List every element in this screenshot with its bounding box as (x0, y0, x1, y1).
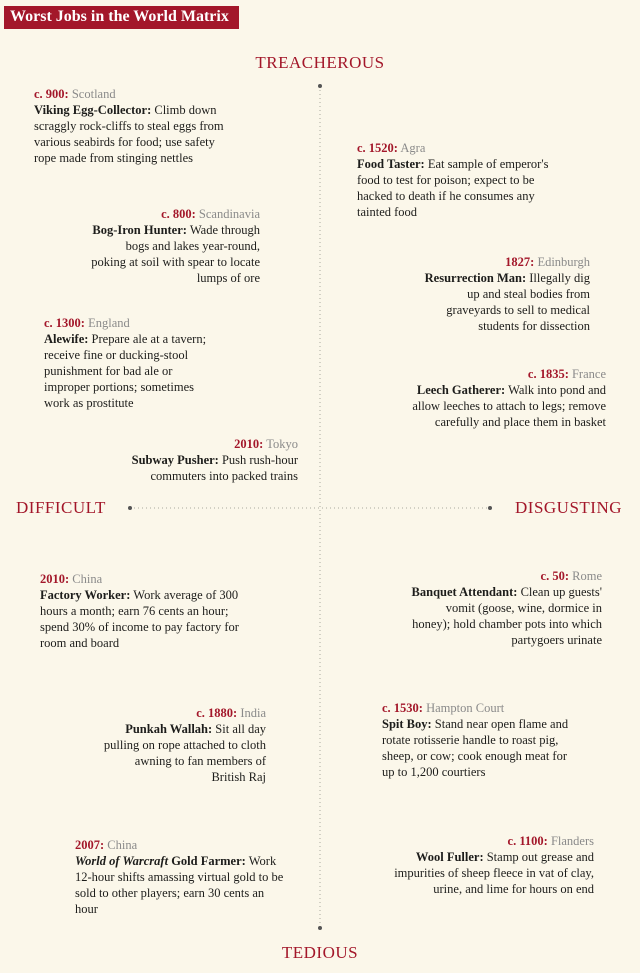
axis-label-disgusting: DISGUSTING (515, 498, 622, 517)
entry-resurrection-man: 1827: Edinburgh Resurrection Man: Illegally dig up and steal bodies from graveyards to sell to medical students for dissection (424, 255, 590, 333)
page-title: Worst Jobs in the World Matrix (4, 6, 239, 29)
entry-subway-pusher: 2010: Tokyo Subway Pusher: Push rush-hour commuters into packed trains (131, 437, 298, 483)
axis-end-top (318, 84, 322, 88)
axis-label-difficult: DIFFICULT (16, 498, 106, 517)
entry-punkah-wallah: c. 1880: India Punkah Wallah: Sit all day pulling on rope attached to cloth awning to fan members of British Raj (103, 706, 266, 784)
axis-label-tedious: TEDIOUS (281, 943, 359, 962)
entry-alewife: c. 1300: England Alewife: Prepare ale at a tavern; receive fine or ducking-stool punishment for bad ale or improper portions; sometimes work as prostitute (44, 316, 207, 410)
entry-banquet-attendant: c. 50: Rome Banquet Attendant: Clean up guests' vomit (goose, wine, dormice in honey); hold chamber pots into which partygoers urinate (411, 569, 602, 647)
axis-end-right (488, 506, 492, 510)
axis-end-bottom (318, 926, 322, 930)
entry-spit-boy: c. 1530: Hampton Court Spit Boy: Stand near open flame and rotate rotisserie handle to roast pig, sheep, or cow; cook enough meat for up to 1,200 courtiers (382, 701, 569, 779)
entry-viking-egg-collector: c. 900: Scotland Viking Egg-Collector: Climb down scraggly rock-cliffs to steal eggs from various seabirds for food; use safety rope made from stinging nettles (34, 87, 224, 165)
entry-food-taster: c. 1520: Agra Food Taster: Eat sample of emperor's food to test for poison; expect to be hacked to death if he consumes any tainted food (357, 141, 549, 219)
entry-bog-iron-hunter: c. 800: Scandinavia Bog-Iron Hunter: Wade through bogs and lakes year-round, poking at soil with spear to locate lumps of ore (91, 207, 260, 285)
entry-wool-fuller: c. 1100: Flanders Wool Fuller: Stamp out grease and impurities of sheep fleece in vat of clay, urine, and lime for hours on end (394, 834, 594, 896)
axis-label-treacherous: TREACHEROUS (255, 53, 385, 72)
entry-factory-worker: 2010: China Factory Worker: Work average of 300 hours a month; earn 76 cents an hour; spend 30% of income to pay factory for room and board (40, 572, 239, 650)
entry-leech-gatherer: c. 1835: France Leech Gatherer: Walk into pond and allow leeches to attach to legs; remove carefully and place them in basket (412, 367, 606, 429)
entry-gold-farmer: 2007: China World of Warcraft Gold Farmer: Work 12-hour shifts amassing virtual gold to be sold to other players; earn 30 cents an hour (75, 838, 284, 916)
axis-end-left (128, 506, 132, 510)
